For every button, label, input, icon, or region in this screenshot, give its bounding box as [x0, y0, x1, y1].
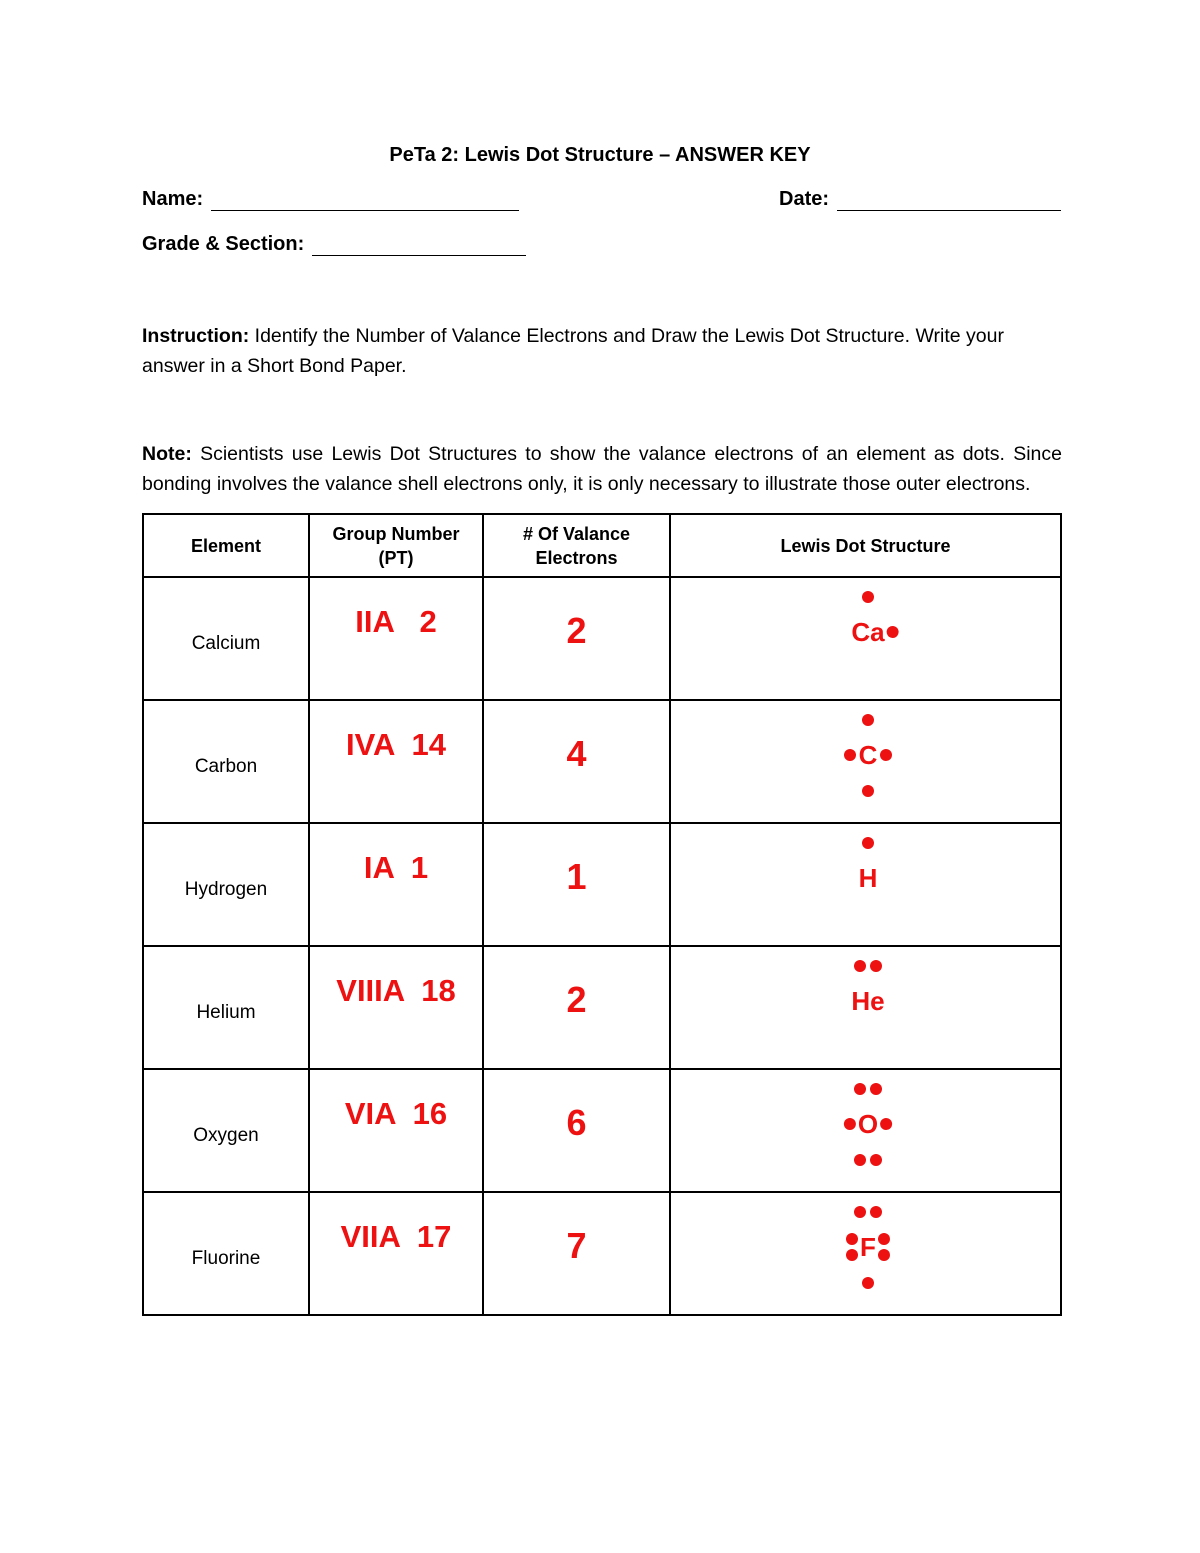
- electron-dot: [862, 837, 874, 849]
- element-cell: [143, 823, 309, 946]
- electron-dot: [862, 1277, 874, 1289]
- element-name: Oxygen: [193, 1124, 259, 1146]
- name-label: Name:: [142, 188, 204, 210]
- element-symbol: H: [858, 863, 878, 893]
- group-number-answer: VIIIA 18: [336, 973, 456, 1008]
- lewis-structure-drawing: [671, 1070, 1067, 1191]
- electron-dot: [880, 749, 892, 761]
- electron-dot: [880, 1118, 892, 1130]
- lewis-cell: [670, 1192, 1061, 1315]
- valence-electrons-answer: 2: [566, 979, 587, 1020]
- date-blank-line[interactable]: [837, 192, 1061, 211]
- lewis-cell: [670, 1069, 1061, 1192]
- group-cell: [309, 823, 483, 946]
- electron-dot: [862, 591, 874, 603]
- note-label: Note:: [142, 443, 192, 465]
- electron-dot: [878, 1249, 890, 1261]
- header-valence-electrons: # Of Valance Electrons: [483, 514, 670, 577]
- lewis-cell: [670, 946, 1061, 1069]
- element-name: Hydrogen: [184, 878, 268, 900]
- instruction-text: Identify the Number of Valance Electrons and Draw the Lewis Dot Structure. Write your answer in a Short Bond Paper.: [142, 325, 1004, 377]
- lewis-cell: [670, 823, 1061, 946]
- element-name: Helium: [196, 1001, 256, 1023]
- note-text: Scientists use Lewis Dot Structures to show the valance electrons of an element as dots. Since bonding involves the valance shell electrons only, it is only necessary to illustrate those outer electrons.: [142, 443, 1062, 495]
- electron-dot: [846, 1249, 858, 1261]
- electron-dot: [870, 960, 882, 972]
- lewis-structure-drawing: [671, 578, 1067, 699]
- group-cell: [309, 1069, 483, 1192]
- date-label: Date:: [779, 188, 830, 210]
- electron-dot: [854, 1206, 866, 1218]
- page-title: PeTa 2: Lewis Dot Structure – ANSWER KEY: [389, 144, 811, 166]
- lewis-cell: [670, 577, 1061, 700]
- electron-dot: [844, 749, 856, 761]
- group-cell: [309, 946, 483, 1069]
- name-blank-line[interactable]: [211, 192, 519, 211]
- valence-cell: [483, 700, 670, 823]
- grade-section-label: Grade & Section:: [142, 233, 305, 255]
- lewis-cell: [670, 700, 1061, 823]
- group-number-answer: IIA 2: [355, 604, 437, 639]
- element-symbol: Ca: [851, 617, 885, 647]
- valence-electrons-answer: 7: [566, 1225, 587, 1266]
- electron-dot: [854, 1083, 866, 1095]
- name-field: [142, 188, 519, 211]
- electron-dot: [854, 960, 866, 972]
- instruction-paragraph: [142, 321, 1062, 381]
- header-element: Element: [143, 514, 309, 577]
- group-number-answer: IA 1: [363, 850, 429, 885]
- electron-dot: [870, 1206, 882, 1218]
- table-row: [143, 1069, 1061, 1192]
- answer-table: [142, 513, 1062, 1316]
- lewis-structure-drawing: [671, 824, 1067, 945]
- element-name: Calcium: [191, 632, 261, 654]
- group-cell: [309, 700, 483, 823]
- electron-dot: [870, 1154, 882, 1166]
- electron-dot: [870, 1083, 882, 1095]
- group-number-answer: VIA 16: [344, 1096, 448, 1131]
- header-group-number: Group Number (PT): [309, 514, 483, 577]
- valence-electrons-answer: 2: [566, 610, 587, 651]
- electron-dot: [862, 785, 874, 797]
- element-symbol: O: [857, 1109, 879, 1139]
- element-symbol: He: [851, 986, 885, 1016]
- electron-dot: [844, 1118, 856, 1130]
- note-paragraph: [142, 439, 1062, 499]
- electron-dot: [878, 1233, 890, 1245]
- date-field: [779, 188, 1061, 211]
- table-header-row: [143, 514, 1061, 577]
- valence-cell: [483, 946, 670, 1069]
- element-cell: [143, 946, 309, 1069]
- electron-dot: [846, 1233, 858, 1245]
- table-row: [143, 700, 1061, 823]
- element-cell: [143, 577, 309, 700]
- group-number-answer: VIIA 17: [340, 1219, 452, 1254]
- header-lewis-dot-structure: Lewis Dot Structure: [670, 514, 1061, 577]
- element-symbol: C: [858, 740, 878, 770]
- valence-electrons-answer: 4: [566, 733, 587, 774]
- valence-electrons-answer: 6: [566, 1102, 587, 1143]
- group-cell: [309, 577, 483, 700]
- group-cell: [309, 1192, 483, 1315]
- grade-section-blank-line[interactable]: [312, 237, 526, 256]
- element-cell: [143, 700, 309, 823]
- table-row: [143, 823, 1061, 946]
- valence-cell: [483, 1069, 670, 1192]
- element-cell: [143, 1192, 309, 1315]
- element-name: Carbon: [194, 755, 258, 777]
- valence-cell: [483, 1192, 670, 1315]
- lewis-structure-drawing: [671, 1193, 1067, 1314]
- instruction-label: Instruction:: [142, 325, 250, 347]
- table-row: [143, 577, 1061, 700]
- element-symbol: F: [860, 1232, 876, 1262]
- element-cell: [143, 1069, 309, 1192]
- lewis-structure-drawing: [671, 947, 1067, 1068]
- grade-section-field: [142, 233, 526, 256]
- lewis-structure-drawing: [671, 701, 1067, 822]
- electron-dot: [862, 714, 874, 726]
- valence-cell: [483, 577, 670, 700]
- valence-cell: [483, 823, 670, 946]
- element-name: Fluorine: [191, 1247, 261, 1269]
- group-number-answer: IVA 14: [346, 727, 446, 762]
- table-row: [143, 1192, 1061, 1315]
- valence-electrons-answer: 1: [566, 856, 587, 897]
- table-row: [143, 946, 1061, 1069]
- electron-dot: [854, 1154, 866, 1166]
- electron-dot: [887, 626, 899, 638]
